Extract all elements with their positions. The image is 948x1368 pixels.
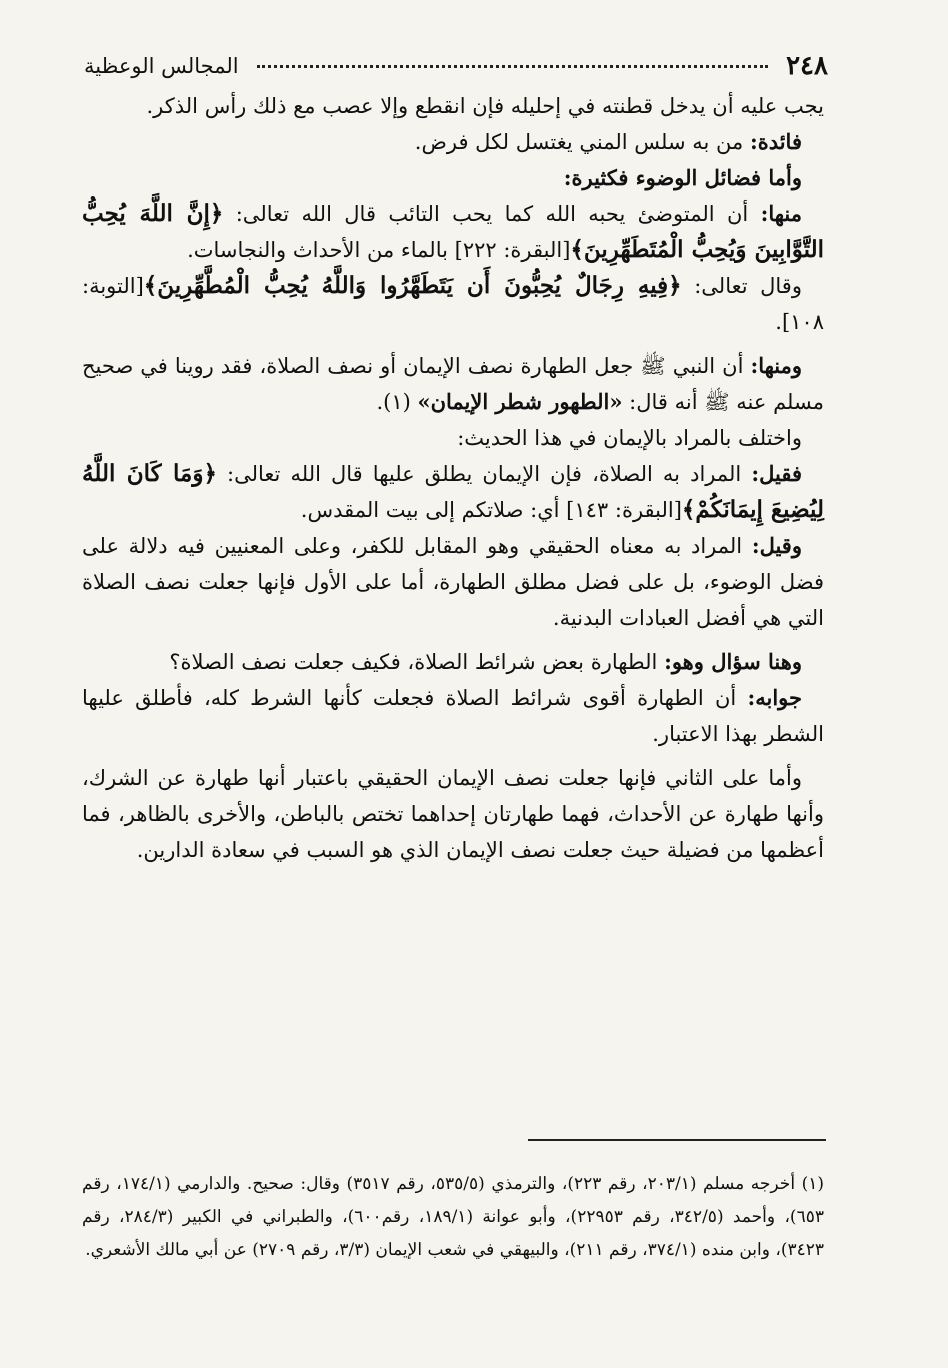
paragraph-text: [البقرة: ٢٢٢] بالماء من الأحداث والنجاسات.	[187, 238, 571, 262]
paragraph	[82, 348, 824, 420]
footnote-separator	[528, 1139, 826, 1141]
paragraph-text: أن المتوضئ يحبه الله كما يحب التائب قال الله تعالى:	[223, 202, 761, 226]
lead-word: فقيل:	[751, 461, 802, 486]
paragraph	[82, 420, 824, 456]
paragraph	[82, 268, 824, 340]
paragraph	[82, 456, 824, 528]
paragraph-text: الطهارة بعض شرائط الصلاة، فكيف جعلت نصف الصلاة؟	[169, 650, 665, 674]
paragraph-text: يجب عليه أن يدخل قطنته في إحليله فإن انقطع وإلا عصب مع ذلك رأس الذكر.	[146, 94, 824, 118]
paragraph	[82, 88, 824, 124]
paragraph-text: أن الطهارة أقوى شرائط الصلاة فجعلت كأنها الشرط كله، فأطلق عليها الشطر بهذا الاعتبار.	[82, 686, 824, 746]
page-header	[84, 46, 828, 86]
paragraph	[82, 196, 824, 268]
lead-word: وقيل:	[751, 533, 802, 558]
paragraph-text: [التوبة: ١٠٨].	[82, 274, 824, 334]
page-number: ٢٤٨	[786, 51, 828, 81]
lead-word: ومنها:	[750, 353, 802, 378]
hadith-quote: «الطهور شطر الإيمان»	[417, 389, 623, 414]
paragraph-text: وأما على الثاني فإنها جعلت نصف الإيمان الحقيقي باعتبار أنها طهارة عن الشرك، وأنها طهارة عن الأحداث، فهما طهارتان إحداهما تختص بالباطن، والأخرى بالظاهر، فما أعظمها من فضيلة حيث جعلت نصف الإيمان الذي هو السبب في سعادة الدارين.	[82, 766, 824, 862]
paragraph-text: وقال تعالى:	[681, 274, 802, 298]
lead-word: جوابه:	[747, 685, 802, 710]
lead-word: فائدة:	[749, 129, 802, 154]
footnote-ref: (١).	[376, 390, 418, 414]
footnote: (١) أخرجه مسلم (٢٠٣/١، رقم ٢٢٣)، والترمذي (٥٣٥/٥، رقم ٣٥١٧) وقال: صحيح. والدارمي (١٧٤/١، رقم ٦٥٣)، وأحمد (٣٤٢/٥، رقم ٢٢٩٥٣)، وأبو عوانة (١٨٩/١، رقم٦٠٠)، والطبراني في الكبير (٢٨٤/٣، رقم ٣٤٢٣)، وابن منده (٣٧٤/١، رقم ٢١١)، والبيهقي في شعب الإيمان (٣/٣، رقم ٢٧٠٩) عن أبي مالك الأشعري.	[82, 1174, 824, 1260]
paragraph-text: [البقرة: ١٤٣] أي: صلاتكم إلى بيت المقدس.	[300, 498, 682, 522]
paragraph-text: المراد به معناه الحقيقي وهو المقابل للكفر، وعلى المعنيين فيه دلالة على فضل الوضوء، بل على فضل مطلق الطهارة، أما على الأول فإنها جعلت نصف الصلاة التي هي أفضل العبادات البدنية.	[82, 534, 824, 630]
paragraph	[82, 124, 824, 160]
running-title: المجالس الوعظية	[84, 54, 239, 78]
section-heading: وأما فضائل الوضوء فكثيرة:	[563, 165, 802, 190]
quran-verse: ﴿إِنَّ اللَّهَ يُحِبُّ التَّوَّابِينَ وَيُحِبُّ الْمُتَطَهِّرِينَ﴾	[82, 200, 824, 263]
paragraph-text: واختلف بالمراد بالإيمان في هذا الحديث:	[457, 426, 802, 450]
lead-word: وهنا سؤال وهو:	[664, 649, 802, 674]
lead-word: منها:	[760, 201, 803, 226]
paragraph	[82, 644, 824, 680]
paragraph-text: أن النبي ﷺ جعل الطهارة نصف الإيمان أو نصف الصلاة، فقد روينا في صحيح مسلم عنه ﷺ أنه قال:	[82, 354, 824, 414]
paragraph-text: المراد به الصلاة، فإن الإيمان يطلق عليها قال الله تعالى:	[216, 462, 752, 486]
quran-verse: ﴿وَمَا كَانَ اللَّهُ لِيُضِيعَ إِيمَانَكُمْ﴾	[82, 460, 824, 523]
paragraph	[82, 528, 824, 636]
paragraph-text: من به سلس المني يغتسل لكل فرض.	[414, 130, 750, 154]
main-text	[82, 88, 824, 868]
paragraph	[82, 680, 824, 752]
quran-verse: ﴿فِيهِ رِجَالٌ يُحِبُّونَ أَن يَتَطَهَّرُوا وَاللَّهُ يُحِبُّ الْمُطَّهِّرِينَ﴾	[143, 272, 682, 299]
paragraph	[82, 760, 824, 868]
footnotes	[82, 1168, 824, 1267]
header-dotted-rule	[257, 65, 768, 68]
